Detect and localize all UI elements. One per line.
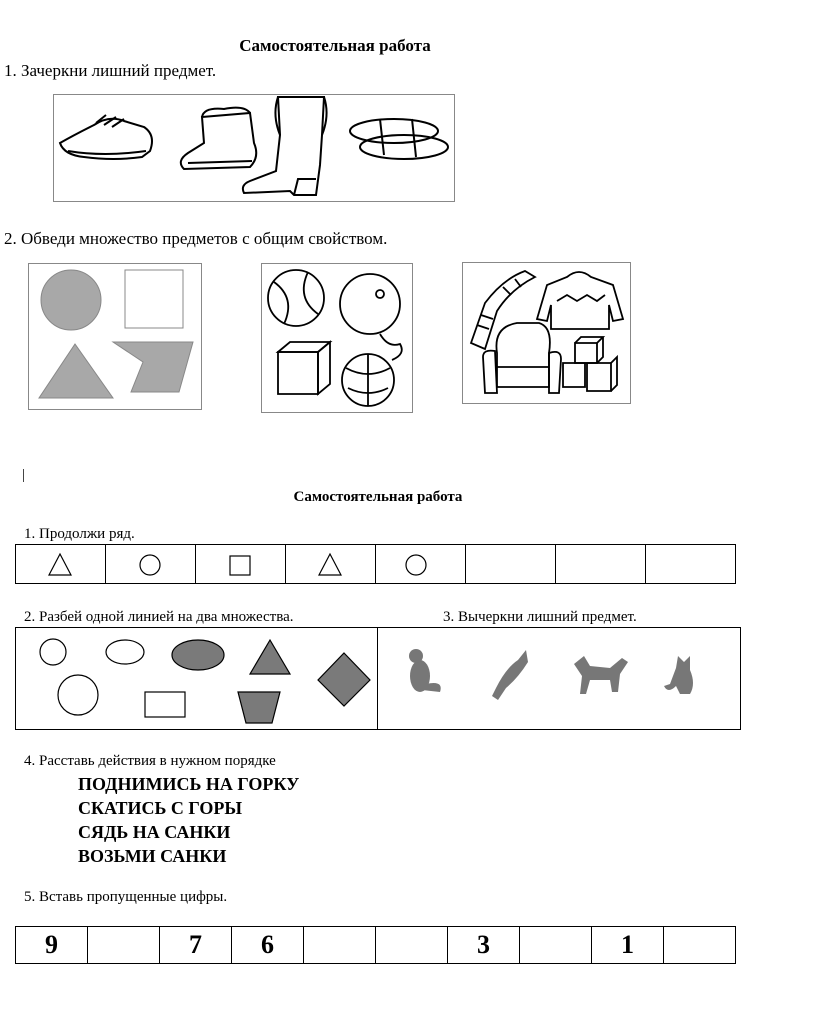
shoes-picture bbox=[53, 94, 455, 202]
number-cell: 9 bbox=[16, 927, 88, 964]
winter-boot-icon bbox=[181, 108, 256, 169]
number-empty-cell[interactable] bbox=[88, 927, 160, 964]
circle-icon bbox=[140, 555, 160, 575]
sequence-cell bbox=[196, 545, 286, 584]
sneaker-icon bbox=[60, 115, 152, 159]
gray-shapes-picture bbox=[28, 263, 202, 410]
balls-cube-picture bbox=[261, 263, 413, 413]
triangle-icon bbox=[49, 554, 71, 575]
task-2-instruction: 2. Обведи множество предметов с общим свойством. bbox=[4, 229, 388, 248]
sweater-icon bbox=[537, 272, 623, 329]
page-title-1: Самостоятельная работа bbox=[239, 36, 431, 55]
sequence-empty-cell[interactable] bbox=[466, 545, 556, 584]
square-shape bbox=[125, 270, 183, 328]
actions-list bbox=[78, 772, 299, 868]
task-2-1-instruction: 1. Продолжи ряд. bbox=[24, 526, 135, 542]
task-1-instruction: 1. Зачеркни лишний предмет. bbox=[4, 61, 217, 80]
number-empty-cell[interactable] bbox=[520, 927, 592, 964]
number-cell: 7 bbox=[160, 927, 232, 964]
task-2-4-instruction: 4. Расставь действия в нужном порядке bbox=[24, 753, 276, 769]
action-item: СЯДЬ НА САНКИ bbox=[78, 822, 231, 842]
tennis-ball-icon bbox=[268, 270, 324, 326]
task-2-3-instruction: 3. Вычеркни лишний предмет. bbox=[443, 609, 637, 625]
animals-picture bbox=[378, 628, 740, 729]
gray-diamond-shape bbox=[318, 653, 370, 706]
triangle-icon bbox=[319, 554, 341, 575]
shapes-to-split bbox=[16, 628, 377, 729]
armchair-icon bbox=[483, 323, 561, 393]
white-oval-shape bbox=[106, 640, 144, 664]
cat-icon bbox=[664, 656, 693, 694]
clothes-furniture-picture bbox=[462, 262, 631, 404]
sequence-cell bbox=[106, 545, 196, 584]
slippers-icon bbox=[350, 119, 448, 159]
sequence-cell bbox=[16, 545, 106, 584]
circle-icon bbox=[406, 555, 426, 575]
number-empty-cell[interactable] bbox=[664, 927, 736, 964]
scarf-icon bbox=[471, 271, 535, 349]
cube-icon bbox=[278, 342, 330, 394]
sets-table bbox=[15, 627, 741, 730]
action-item: ПОДНИМИСЬ НА ГОРКУ bbox=[78, 774, 300, 794]
sequence-empty-cell[interactable] bbox=[646, 545, 736, 584]
action-item: СКАТИСЬ С ГОРЫ bbox=[78, 798, 243, 818]
number-cell: 3 bbox=[448, 927, 520, 964]
action-item: ВОЗЬМИ САНКИ bbox=[78, 846, 227, 866]
number-cell: 6 bbox=[232, 927, 304, 964]
triangle-shape bbox=[39, 344, 113, 398]
small-circle-shape bbox=[40, 639, 66, 665]
task-2-2-instruction: 2. Разбей одной линией на два множества. bbox=[24, 609, 294, 625]
task-2-5-instruction: 5. Вставь пропущенные цифры. bbox=[24, 889, 228, 905]
sequence-empty-cell[interactable] bbox=[556, 545, 646, 584]
gray-triangle-shape bbox=[250, 640, 290, 674]
sequence-cell bbox=[286, 545, 376, 584]
number-cell: 1 bbox=[592, 927, 664, 964]
number-empty-cell[interactable] bbox=[376, 927, 448, 964]
irregular-shape bbox=[113, 342, 193, 392]
gray-trapezoid-shape bbox=[238, 692, 280, 723]
page-title-2: Самостоятельная работа bbox=[293, 489, 463, 505]
large-circle-shape bbox=[58, 675, 98, 715]
numbers-table bbox=[15, 926, 736, 964]
sequence-table bbox=[15, 544, 736, 584]
gray-oval-shape bbox=[172, 640, 224, 670]
circle-shape bbox=[41, 270, 101, 330]
dog-icon bbox=[574, 656, 628, 694]
sequence-cell bbox=[376, 545, 466, 584]
square-icon bbox=[230, 556, 250, 575]
number-empty-cell[interactable] bbox=[304, 927, 376, 964]
chipmunk-icon bbox=[409, 649, 441, 692]
blocks-icon bbox=[563, 337, 617, 391]
balloon-icon bbox=[340, 274, 400, 334]
cursor-mark: | bbox=[22, 467, 26, 483]
rectangle-shape bbox=[145, 692, 185, 717]
bird-icon bbox=[492, 650, 528, 700]
